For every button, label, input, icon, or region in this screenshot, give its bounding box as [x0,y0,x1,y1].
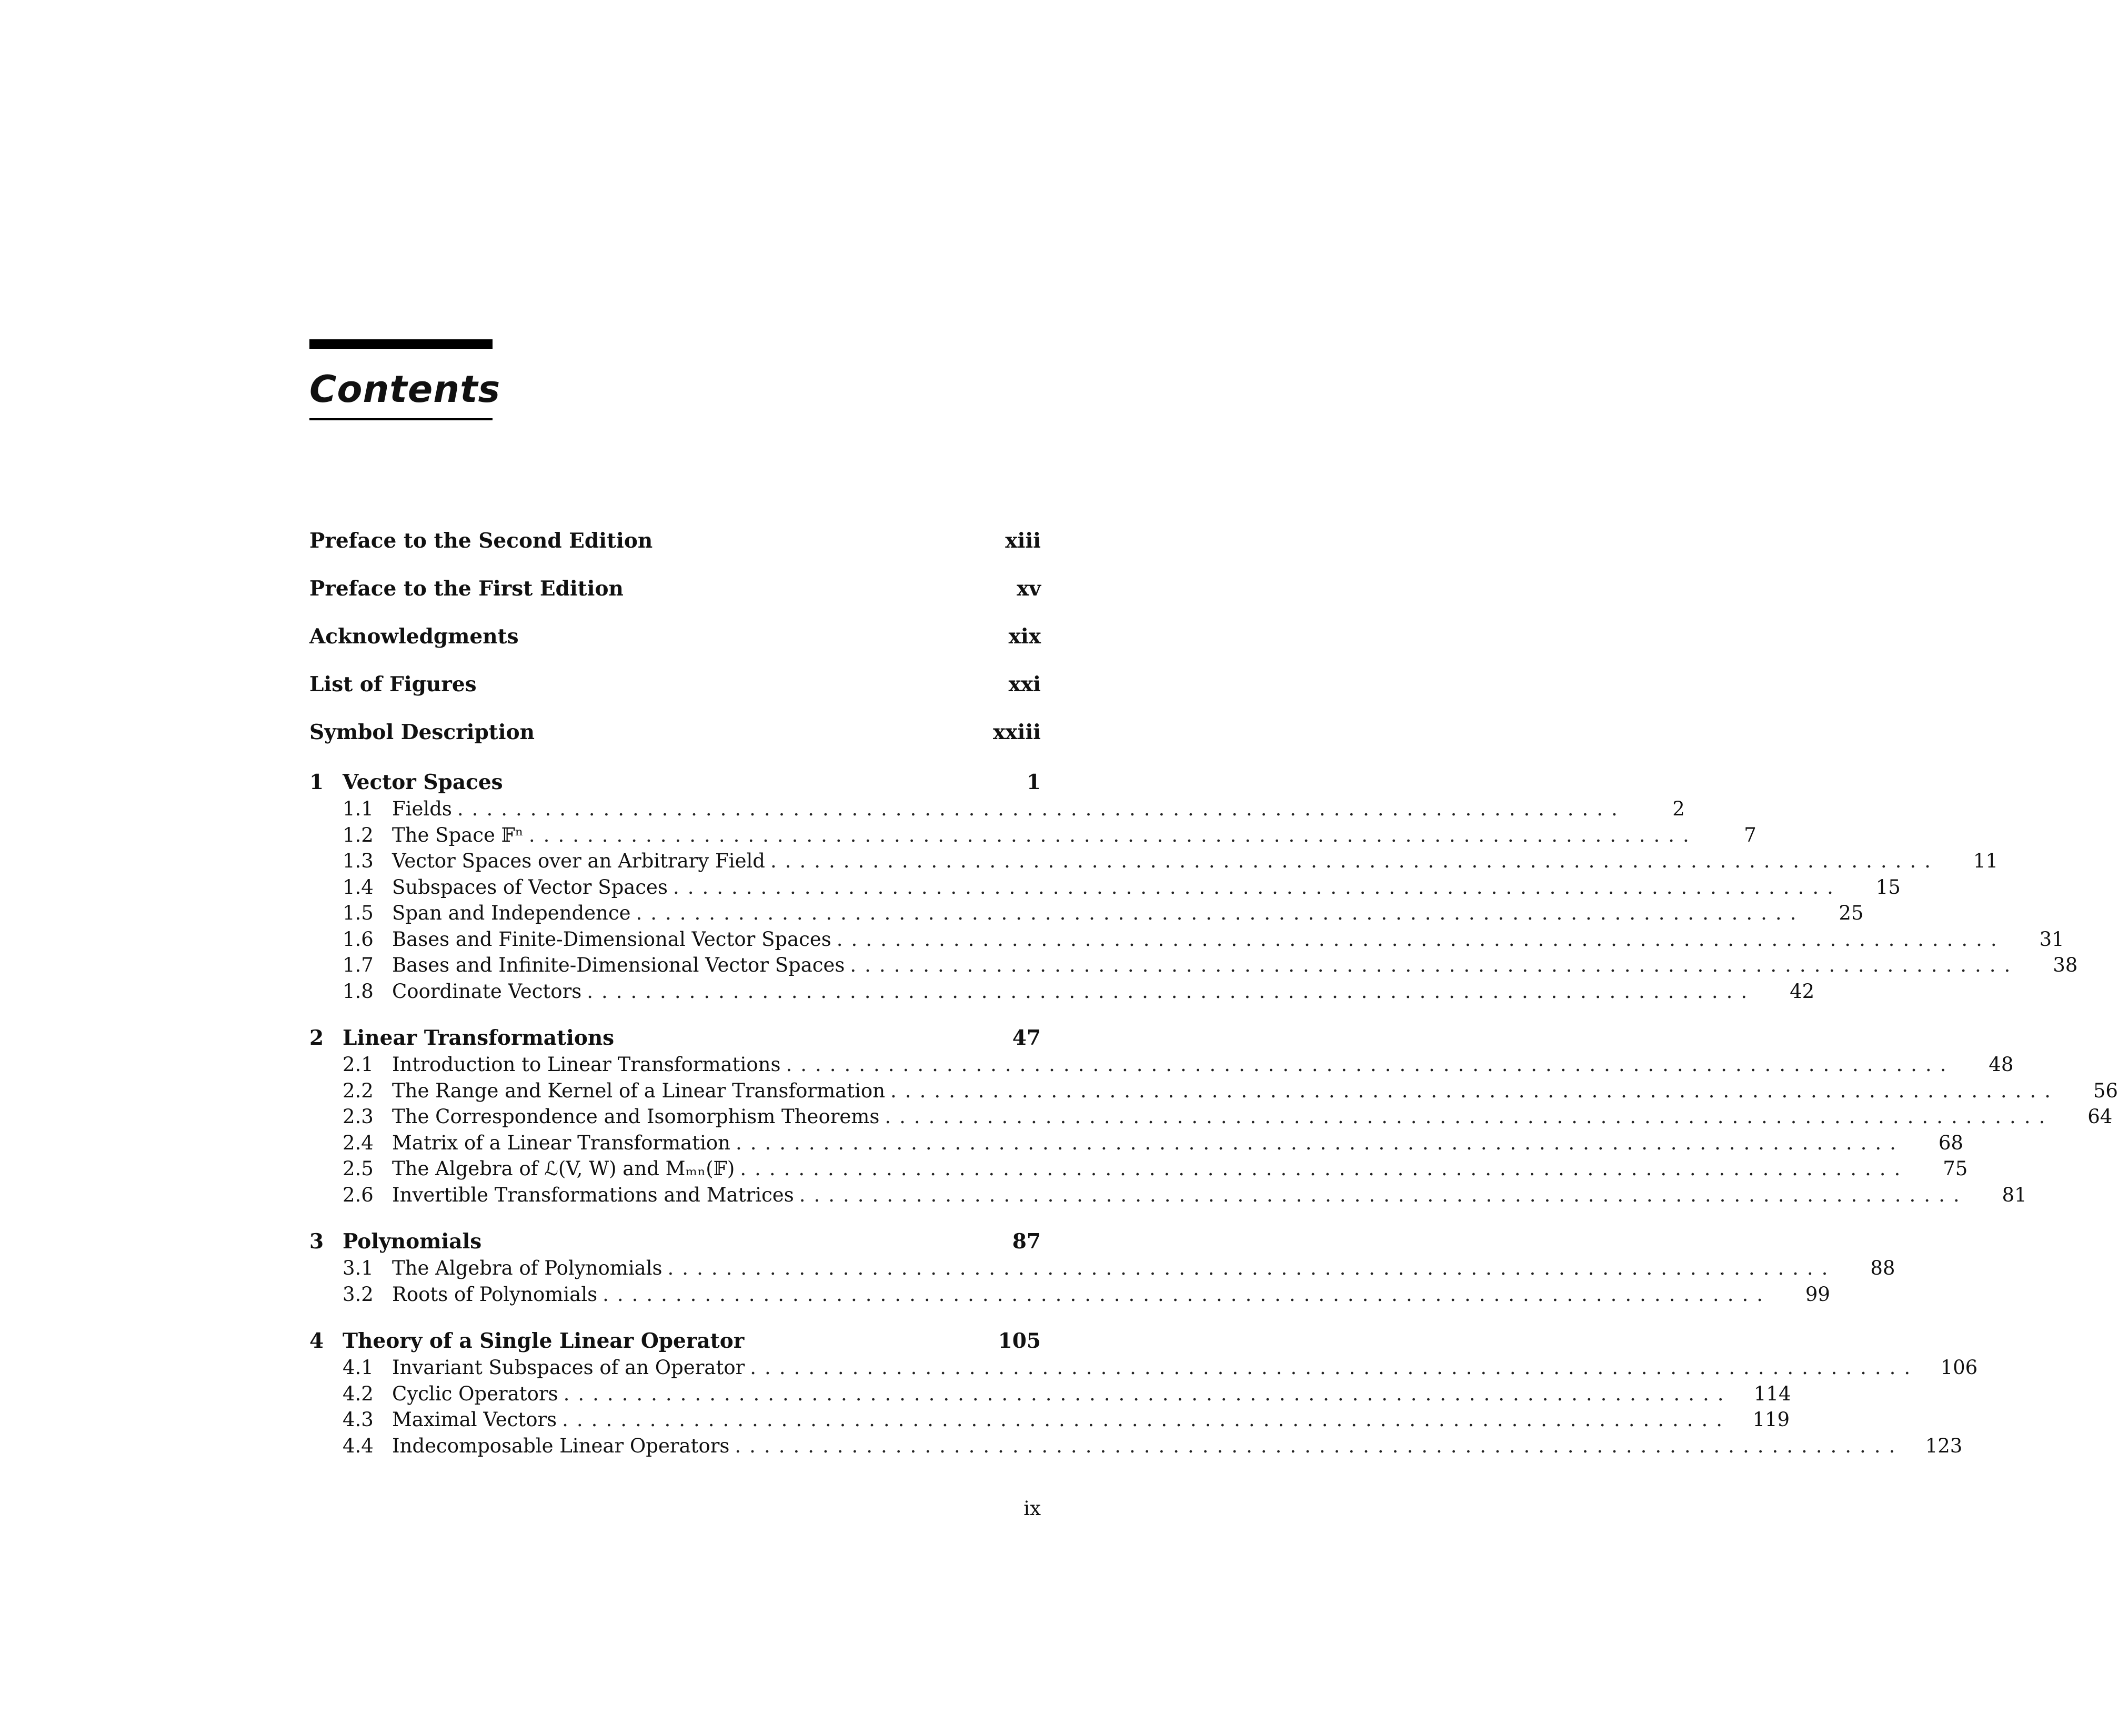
toc-section-entry[interactable] [309,1105,2113,1132]
section-page: 56 [2093,1079,2118,1102]
section-number: 1.7 [343,954,374,976]
toc-entry-page: xix [1008,624,1041,649]
dot-leader: ................................................................................ [885,1105,2054,1128]
section-page: 2 [1672,798,1685,820]
toc-section-entry[interactable] [309,1356,1978,1382]
section-page: 42 [1790,980,1815,1003]
toc-section-entry[interactable] [309,1434,1963,1461]
section-page: 106 [1940,1356,1978,1379]
toc-section-entry[interactable] [309,1157,1968,1184]
section-title: Invertible Transformations and Matrices [392,1183,794,1206]
section-page: 99 [1805,1283,1830,1306]
dot-leader: ................................................................................ [850,954,2019,976]
section-title: Maximal Vectors [392,1408,557,1431]
section-title: Indecomposable Linear Operators [392,1434,730,1457]
chapter-number: 3 [309,1229,324,1254]
toc-front-entry[interactable] [309,720,1041,768]
chapter-title: Linear Transformations [343,1026,615,1050]
chapter-number: 1 [309,770,324,794]
table-of-contents [309,529,2118,1480]
toc-chapter-entry[interactable] [309,770,1041,798]
dot-leader: ................................................................................ [770,850,1939,872]
section-number: 2.4 [343,1131,374,1154]
dot-leader: ................................................................................ [735,1434,1904,1457]
dot-leader: ................................................................................ [736,1131,1904,1154]
toc-entry-label: Symbol Description [309,720,535,744]
chapter-title: Vector Spaces [343,770,503,794]
section-page: 68 [1938,1131,1963,1154]
toc-chapter-entry[interactable] [309,1026,1041,1053]
section-title: Introduction to Linear Transformations [392,1053,781,1076]
toc-section-entry[interactable] [309,1257,1895,1283]
chapter-number: 2 [309,1026,324,1050]
chapter-page: 105 [998,1329,1041,1353]
section-title: Cyclic Operators [392,1382,558,1405]
toc-section-entry[interactable] [309,875,1901,902]
toc-section-entry[interactable] [309,1183,2027,1210]
section-number: 2.2 [343,1079,374,1102]
toc-entry-page: xxi [1008,672,1041,697]
dot-leader: ................................................................................ [457,798,1626,820]
section-page: 81 [2002,1183,2027,1206]
section-title: The Space 𝔽ⁿ [392,823,524,846]
title-rule-bottom [309,418,493,420]
chapter-block [309,1329,1978,1460]
dot-leader: ................................................................................ [786,1053,1955,1076]
dot-leader: ................................................................................ [562,1408,1731,1431]
toc-front-entry[interactable] [309,529,1041,577]
toc-entry-label: List of Figures [309,672,477,697]
section-number: 1.6 [343,927,374,951]
dot-leader: ................................................................................ [528,823,1698,846]
dot-leader: ................................................................................ [890,1079,2059,1102]
dot-leader: ................................................................................ [750,1356,1919,1379]
section-page: 48 [1989,1053,2014,1076]
toc-section-entry[interactable] [309,927,2064,954]
section-page: 88 [1870,1257,1895,1279]
dot-leader: ................................................................................ [563,1382,1732,1405]
section-title: Invariant Subspaces of an Operator [392,1356,745,1379]
section-title: Fields [392,798,452,820]
section-page: 15 [1875,875,1901,899]
section-title: Coordinate Vectors [392,980,582,1003]
dot-leader: ................................................................................ [667,1257,1836,1279]
section-number: 1.5 [343,902,374,924]
section-page: 114 [1753,1382,1791,1405]
toc-entry-label: Acknowledgments [309,624,519,649]
section-number: 4.3 [343,1408,374,1431]
section-page: 7 [1744,823,1756,846]
section-page: 75 [1943,1157,1968,1180]
chapter-page: 47 [1012,1026,1041,1050]
toc-section-entry[interactable] [309,850,1998,876]
section-page: 64 [2087,1105,2113,1128]
toc-entry-label: Preface to the First Edition [309,577,624,601]
section-title: Bases and Finite-Dimensional Vector Spaces [392,927,831,951]
toc-section-entry[interactable] [309,902,1864,928]
toc-front-entry[interactable] [309,672,1041,720]
toc-section-entry[interactable] [309,980,1815,1006]
chapter-title: Theory of a Single Linear Operator [343,1329,745,1353]
section-page: 119 [1752,1408,1790,1431]
section-title: Roots of Polynomials [392,1283,598,1306]
section-number: 3.2 [343,1283,374,1306]
section-title: The Algebra of Polynomials [392,1257,662,1279]
section-title: Bases and Infinite-Dimensional Vector Spaces [392,954,845,976]
chapter-page: 87 [1012,1229,1041,1254]
section-number: 2.1 [343,1053,374,1076]
dot-leader: ................................................................................ [836,927,2005,951]
section-number: 1.3 [343,850,374,872]
toc-front-entry[interactable] [309,577,1041,624]
toc-section-entry[interactable] [309,1131,1963,1158]
section-number: 2.5 [343,1157,374,1180]
section-page: 11 [1973,850,1998,872]
toc-section-entry[interactable] [309,1408,1790,1435]
section-number: 4.1 [343,1356,374,1379]
dot-leader: ................................................................................ [740,1157,1909,1180]
chapter-block [309,770,2078,1006]
section-page: 38 [2053,954,2078,976]
section-number: 1.8 [343,980,374,1003]
chapter-page: 1 [1026,770,1041,794]
section-page: 31 [2039,927,2064,951]
section-title: The Algebra of ℒ(V, W) and Mₘₙ(𝔽) [392,1157,735,1180]
section-title: Vector Spaces over an Arbitrary Field [392,850,765,872]
section-number: 3.1 [343,1257,374,1279]
page-folio: ix [1023,1497,1041,1520]
section-page: 123 [1925,1434,1963,1457]
toc-section-entry[interactable] [309,1079,2118,1106]
section-title: The Correspondence and Isomorphism Theorems [392,1105,880,1128]
dot-leader: ................................................................................ [672,875,1842,899]
title-rule-top [309,339,493,349]
chapter-block [309,1026,2118,1209]
dot-leader: ................................................................................ [603,1283,1771,1306]
toc-section-entry[interactable] [309,798,1685,824]
toc-front-entry[interactable] [309,624,1041,672]
section-number: 4.4 [343,1434,374,1457]
toc-section-entry[interactable] [309,1053,2014,1079]
toc-entry-page: xxiii [993,720,1041,744]
section-title: The Range and Kernel of a Linear Transformation [392,1079,886,1102]
toc-entry-page: xiii [1005,529,1041,553]
toc-section-entry[interactable] [309,954,2078,980]
section-title: Matrix of a Linear Transformation [392,1131,731,1154]
toc-chapter-entry[interactable] [309,1229,1041,1257]
section-number: 1.4 [343,875,374,899]
section-number: 1.2 [343,823,374,846]
chapter-title: Polynomials [343,1229,482,1254]
section-number: 4.2 [343,1382,374,1405]
title-block [309,339,501,420]
section-number: 2.3 [343,1105,374,1128]
dot-leader: ................................................................................ [636,902,1805,924]
section-title: Subspaces of Vector Spaces [392,875,668,899]
dot-leader: ................................................................................ [587,980,1756,1003]
chapter-block [309,1229,1895,1309]
toc-section-entry[interactable] [309,1283,1830,1309]
section-number: 1.1 [343,798,374,820]
page-title: Contents [309,368,501,411]
toc-entry-page: xv [1017,577,1041,601]
toc-section-entry[interactable] [309,1382,1791,1409]
section-number: 2.6 [343,1183,374,1206]
dot-leader: ................................................................................ [799,1183,1968,1206]
toc-chapter-entry[interactable] [309,1329,1041,1356]
toc-section-entry[interactable] [309,823,1756,850]
section-page: 25 [1839,902,1864,924]
chapter-number: 4 [309,1329,324,1353]
section-title: Span and Independence [392,902,631,924]
toc-entry-label: Preface to the Second Edition [309,529,653,553]
